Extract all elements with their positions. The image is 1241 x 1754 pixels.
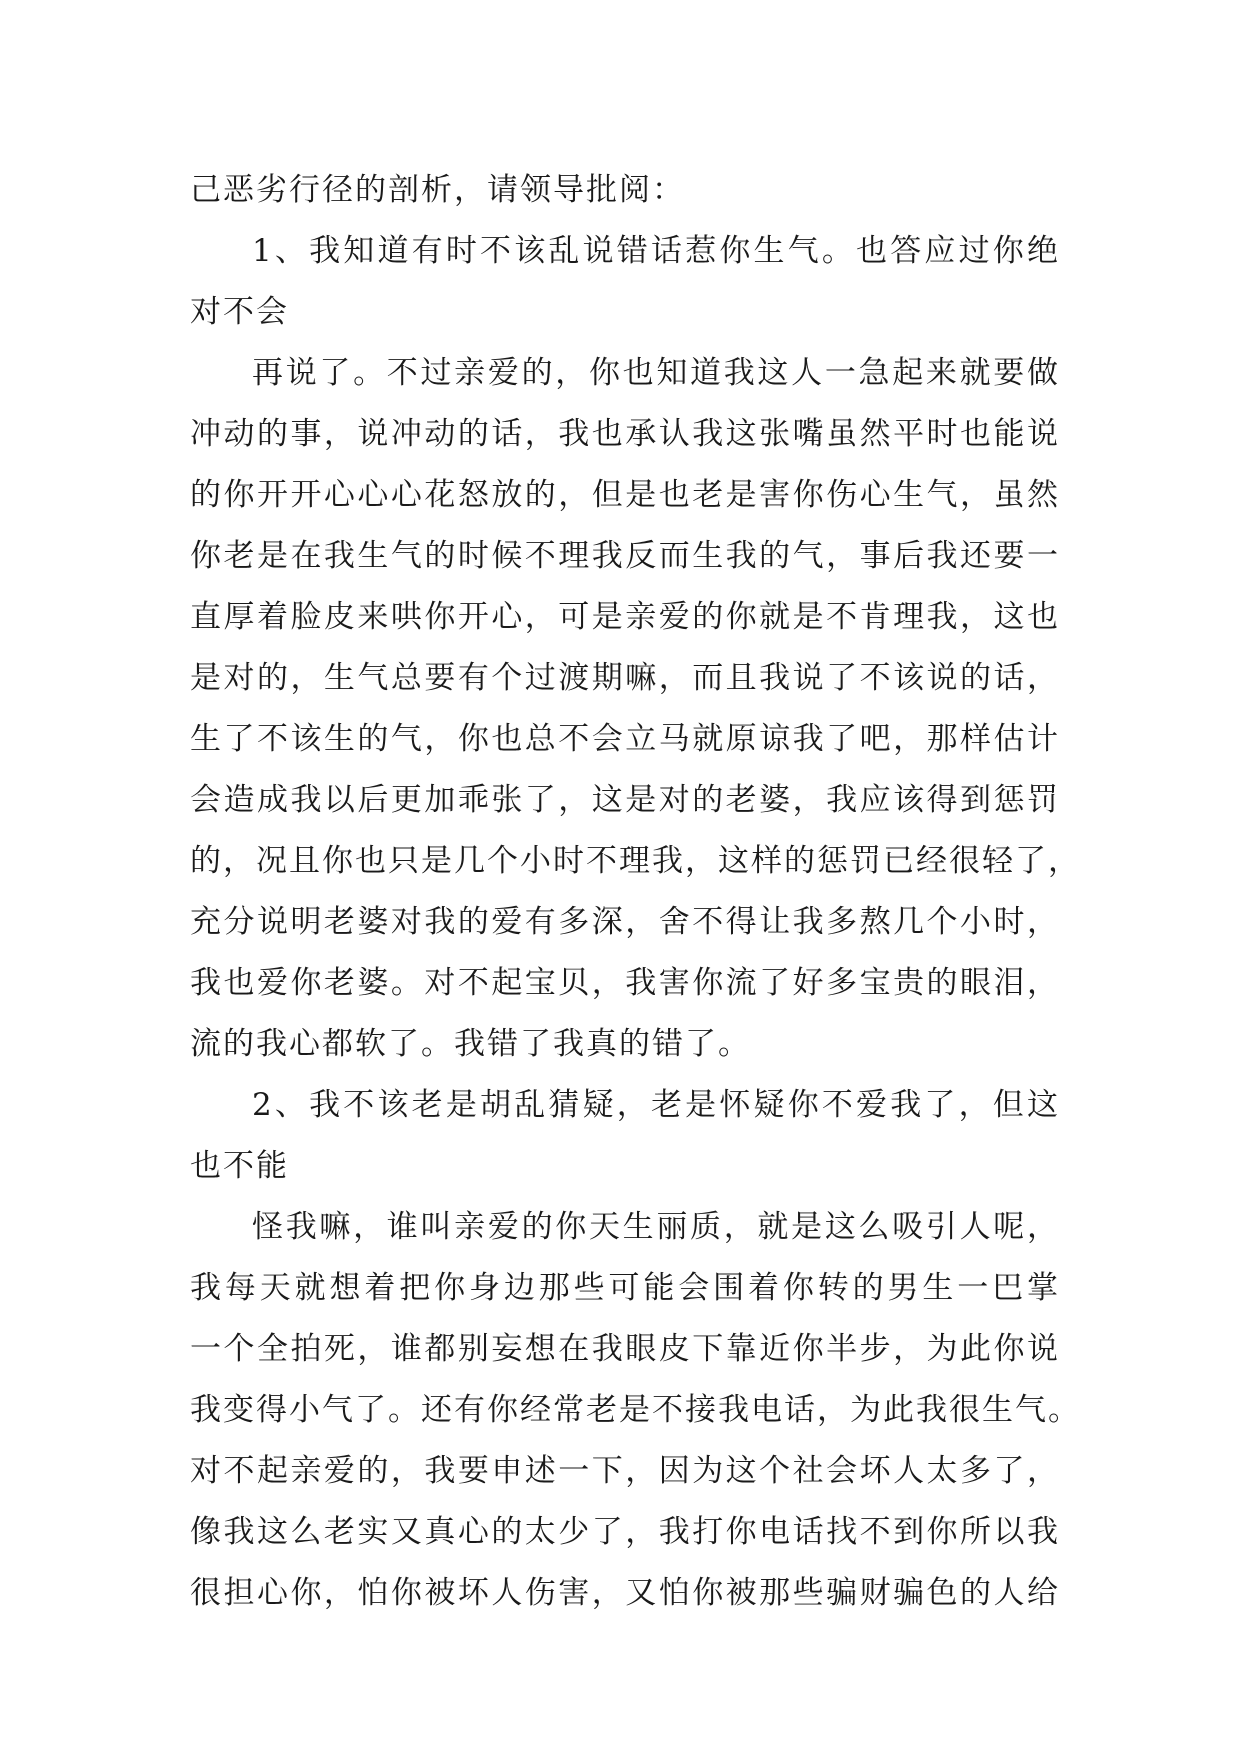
- text-line: 会造成我以后更加乖张了，这是对的老婆，我应该得到惩罚: [190, 782, 1060, 818]
- text-line: 我也爱你老婆。对不起宝贝，我害你流了好多宝贵的眼泪，: [190, 965, 1060, 1001]
- text-line: 冲动的事，说冲动的话，我也承认我这张嘴虽然平时也能说: [190, 416, 1060, 452]
- text-line: 1、我知道有时不该乱说错话惹你生气。也答应过你绝: [252, 233, 1060, 269]
- text-line: 对不起亲爱的，我要申述一下，因为这个社会坏人太多了，: [190, 1453, 1060, 1489]
- text-line: 充分说明老婆对我的爱有多深，舍不得让我多熬几个小时，: [190, 904, 1060, 940]
- text-line: 是对的，生气总要有个过渡期嘛，而且我说了不该说的话，: [190, 660, 1060, 696]
- text-line: 也不能: [190, 1148, 289, 1184]
- body-text: [190, 160, 1081, 1624]
- text-line: 再说了。不过亲爱的，你也知道我这人一急起来就要做: [252, 355, 1060, 391]
- text-line: 我每天就想着把你身边那些可能会围着你转的男生一巴掌: [190, 1270, 1060, 1306]
- text-line: 直厚着脸皮来哄你开心，可是亲爱的你就是不肯理我，这也: [190, 599, 1060, 635]
- text-line: 的，况且你也只是几个小时不理我，这样的惩罚已经很轻了，: [190, 843, 1081, 879]
- text-line: 怪我嘛，谁叫亲爱的你天生丽质，就是这么吸引人呢，: [252, 1209, 1060, 1245]
- text-line: 生了不该生的气，你也总不会立马就原谅我了吧，那样估计: [190, 721, 1060, 757]
- text-line: 2、我不该老是胡乱猜疑，老是怀疑你不爱我了，但这: [252, 1087, 1060, 1123]
- text-line: 流的我心都软了。我错了我真的错了。: [190, 1026, 751, 1062]
- text-line: 像我这么老实又真心的太少了，我打你电话找不到你所以我: [190, 1514, 1060, 1550]
- text-line: 对不会: [190, 294, 289, 330]
- text-line: 我变得小气了。还有你经常老是不接我电话，为此我很生气。: [190, 1392, 1081, 1428]
- text-line: 一个全拍死，谁都别妄想在我眼皮下靠近你半步，为此你说: [190, 1331, 1060, 1367]
- text-line: 的你开开心心心花怒放的，但是也老是害你伤心生气，虽然: [190, 477, 1060, 513]
- text-line: 很担心你，怕你被坏人伤害，又怕你被那些骗财骗色的人给: [190, 1575, 1060, 1611]
- text-line: 你老是在我生气的时候不理我反而生我的气，事后我还要一: [190, 538, 1060, 574]
- text-line: 己恶劣行径的剖析，请领导批阅：: [190, 172, 685, 208]
